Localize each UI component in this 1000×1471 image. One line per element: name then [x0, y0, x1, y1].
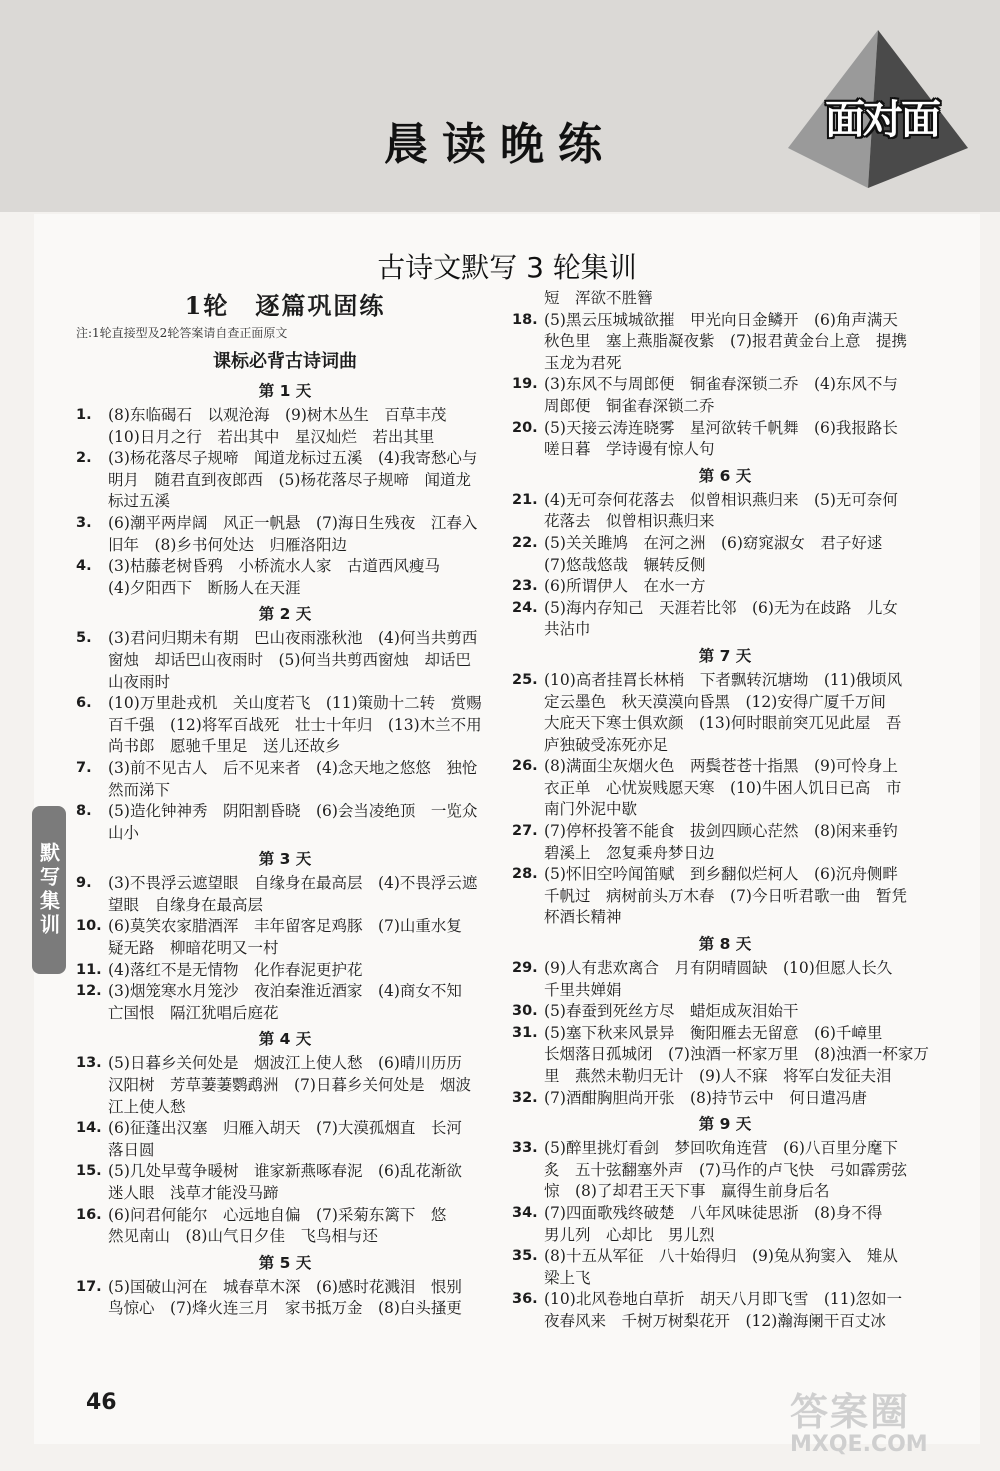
answer-line: 秋色里 塞上燕脂凝夜紫 (7)报君黄金台上意 提携 [544, 332, 907, 351]
answer-text [108, 405, 494, 448]
answer-line: (7)悠哉悠哉 辗转反侧 [544, 555, 706, 574]
answer-number: 26. [512, 758, 538, 775]
answer-text [544, 490, 938, 533]
answer-number: 10. [76, 918, 102, 935]
answer-line: 明月 随君直到夜郎西 (5)杨花落尽子规啼 闻道龙 [108, 470, 471, 489]
answer-line: 窗烛 却话巴山夜雨时 (5)何当共剪西窗烛 却话巴 [108, 650, 471, 669]
answer-line: 长烟落日孤城闭 (7)浊酒一杯家万里 (8)浊酒一杯家万 [544, 1045, 929, 1064]
answer-line: (10)高者挂罥长林梢 下者飘转沉塘坳 (11)俄顷风 [544, 670, 903, 689]
answer-item [76, 801, 494, 844]
answer-item [512, 576, 938, 598]
answer-line: (6)潮平两岸阔 风正一帆悬 (7)海日生残夜 江春入 [108, 513, 478, 532]
answer-line: 庐独破受冻死亦足 [544, 735, 669, 754]
answer-line: (3)君问归期未有期 巴山夜雨涨秋池 (4)何当共剪西 [108, 629, 478, 648]
answer-text [108, 513, 494, 556]
answer-text [544, 1138, 938, 1203]
answer-number: 2. [76, 450, 92, 467]
answer-item [76, 981, 494, 1024]
day-heading: 第 7 天 [698, 646, 752, 665]
answer-line: (4)落红不是无情物 化作春泥更护花 [108, 960, 363, 979]
answer-line: 落日圆 [108, 1140, 155, 1159]
answer-continuation: 短 浑欲不胜簪 [544, 289, 653, 307]
watermark-text: 答案圈 [790, 1390, 911, 1434]
answer-line: (8)满面尘灰烟火色 两鬓苍苍十指黑 (9)可怜身上 [544, 757, 898, 776]
answer-item [512, 756, 938, 821]
answer-line: 杯酒长精神 [544, 908, 622, 927]
answer-number: 4. [76, 558, 92, 575]
answer-text [544, 418, 938, 461]
answer-line: (5)怀旧空吟闻笛赋 到乡翻似烂柯人 (6)沉舟侧畔 [544, 865, 898, 884]
answer-text [544, 310, 938, 375]
answer-line: (5)海内存知己 天涯若比邻 (6)无为在歧路 儿女 [544, 598, 898, 617]
answer-line: (5)几处早莺争暖树 谁家新燕啄春泥 (6)乱花渐欲 [108, 1162, 462, 1181]
answer-line: 标过五溪 [108, 492, 171, 511]
answer-line: (4)夕阳西下 断肠人在天涯 [108, 578, 301, 597]
day-heading: 第 6 天 [698, 466, 752, 485]
answer-number: 14. [76, 1120, 102, 1137]
answer-line: (5)春蚕到死丝方尽 蜡炬成灰泪始干 [544, 1002, 799, 1021]
answer-number: 21. [512, 491, 538, 508]
answer-number: 29. [512, 960, 538, 977]
answer-line: (6)所谓伊人 在水一方 [544, 577, 706, 596]
answer-line: 然见南山 (8)山气日夕佳 飞鸟相与还 [108, 1227, 378, 1246]
answer-text [108, 1161, 494, 1204]
answer-line: (7)停杯投箸不能食 拔剑四顾心茫然 (8)闲来垂钓 [544, 822, 898, 841]
page-number: 46 [86, 1390, 117, 1415]
answer-line: 迷人眼 浅草才能没马蹄 [108, 1184, 279, 1202]
answer-line: (7)四面歌残终破楚 八年风味徒思浙 (8)身不得 [544, 1203, 883, 1222]
answer-item [76, 1118, 494, 1161]
answer-number: 27. [512, 823, 538, 840]
answer-number: 32. [512, 1089, 538, 1106]
round-title: 1轮 逐篇巩固练 [184, 291, 386, 320]
answer-line: (3)枯藤老树昏鸦 小桥流水人家 古道西风瘦马 [108, 557, 440, 576]
answer-item [512, 490, 938, 533]
answer-item [512, 670, 938, 756]
answer-line: (5)天接云涛连晓雾 星河欲转千帆舞 (6)我报路长 [544, 418, 898, 437]
answer-line: 炙 五十弦翻塞外声 (7)马作的卢飞快 弓如霹雳弦 [544, 1160, 907, 1179]
watermark-url: MXQE.COM [790, 1432, 928, 1457]
answer-text [108, 1118, 494, 1161]
answer-item [512, 821, 938, 864]
header-title: 晨读晚练 [384, 119, 616, 170]
answer-number: 20. [512, 419, 538, 436]
answer-item [76, 513, 494, 556]
answer-text [544, 821, 938, 864]
answer-number: 12. [76, 983, 102, 1000]
day-heading: 第 5 天 [258, 1253, 312, 1272]
day-heading: 第 3 天 [258, 850, 312, 869]
section-title: 课标必背古诗词曲 [213, 351, 357, 372]
answer-item [512, 1246, 938, 1289]
answer-line: (10)日月之行 若出其中 星汉灿烂 若出其里 [108, 427, 435, 446]
answer-line: (6)征蓬出汉塞 归雁入胡天 (7)大漠孤烟直 长河 [108, 1119, 462, 1138]
answer-text [108, 1205, 494, 1248]
answer-number: 3. [76, 514, 92, 531]
answer-item [512, 310, 938, 375]
answer-item [76, 1161, 494, 1204]
answer-number: 28. [512, 866, 538, 883]
answer-text [108, 758, 494, 801]
answer-line: 里 燕然未勒归无计 (9)人不寐 将军白发征夫泪 [544, 1067, 892, 1085]
day-heading: 第 4 天 [258, 1030, 312, 1049]
answer-item [76, 1205, 494, 1248]
answer-text [108, 693, 494, 758]
answer-text [544, 670, 938, 756]
answer-line: 疑无路 柳暗花明又一村 [108, 939, 279, 958]
answer-line: (6)问君何能尔 心远地自偏 (7)采菊东篱下 悠 [108, 1205, 447, 1224]
answer-number: 30. [512, 1003, 538, 1020]
answer-text [108, 801, 494, 844]
answer-line: 嗟日暮 学诗谩有惊人句 [544, 440, 715, 459]
answer-line: (9)人有悲欢离合 月有阴晴圆缺 (10)但愿人长久 [544, 959, 893, 978]
answer-line: 周郎便 铜雀春深锁二乔 [544, 396, 715, 415]
answer-number: 34. [512, 1204, 538, 1221]
answer-line: 百千强 (12)将军百战死 壮士十年归 (13)木兰不用 [108, 715, 482, 734]
answer-text [108, 916, 494, 959]
answer-line: (8)东临碣石 以观沧海 (9)树木丛生 百草丰茂 [108, 406, 447, 424]
answer-number: 22. [512, 534, 538, 551]
document-title: 古诗文默写 3 轮集训 [377, 251, 637, 284]
answer-text [544, 1088, 938, 1110]
answer-number: 17. [76, 1278, 102, 1295]
answer-line: (10)万里赴戎机 关山度若飞 (11)策勋十二转 赏赐 [108, 694, 482, 713]
answer-line: (6)莫笑农家腊酒浑 丰年留客足鸡豚 (7)山重水复 [108, 917, 462, 936]
answer-number: 13. [76, 1055, 102, 1072]
answer-text [108, 628, 494, 693]
answer-text [544, 1203, 938, 1246]
answer-item [512, 533, 938, 576]
answer-item [76, 556, 494, 599]
answer-number: 24. [512, 599, 538, 616]
answer-number: 7. [76, 759, 92, 776]
answer-item [76, 1053, 494, 1118]
answer-line: (3)杨花落尽子规啼 闻道龙标过五溪 (4)我寄愁心与 [108, 449, 478, 468]
answer-number: 18. [512, 311, 538, 328]
answer-line: (3)烟笼寒水月笼沙 夜泊秦淮近酒家 (4)商女不知 [108, 982, 462, 1001]
answer-text [544, 1289, 938, 1332]
answer-note: 注:1轮直接型及2轮答案请自查正面原文 [76, 326, 288, 340]
answer-item [512, 1023, 938, 1088]
answer-number: 11. [76, 961, 102, 978]
answer-item [512, 864, 938, 929]
answer-line: 山小 [108, 823, 140, 842]
day-heading: 第 9 天 [698, 1115, 752, 1134]
answer-item [76, 693, 494, 758]
answer-line: (5)国破山河在 城春草木深 (6)感时花溅泪 恨别 [108, 1277, 462, 1296]
answer-number: 33. [512, 1140, 538, 1157]
answer-number: 5. [76, 630, 92, 647]
side-tab-dictation: 默写集训 [32, 806, 66, 974]
answer-line: 千里共婵娟 [544, 980, 622, 999]
brand-logo: 面对面 [825, 97, 939, 143]
right-column [512, 288, 938, 1333]
answer-text [544, 1246, 938, 1289]
answer-line: (5)日暮乡关何处是 烟波江上使人愁 (6)晴川历历 [108, 1054, 462, 1073]
answer-line: (3)前不见古人 后不见来者 (4)念天地之悠悠 独怆 [108, 758, 478, 777]
answer-line: 大庇天下寒士俱欢颜 (13)何时眼前突兀见此屋 吾 [544, 714, 902, 733]
answer-text [108, 556, 494, 599]
watermark [790, 1392, 990, 1462]
answer-line: 汉阳树 芳草萋萋鹦鹉洲 (7)日暮乡关何处是 烟波 [108, 1076, 471, 1095]
answer-number: 16. [76, 1206, 102, 1223]
answer-item [512, 1088, 938, 1110]
answer-text [108, 981, 494, 1024]
answer-line: 惊 (8)了却君王天下事 赢得生前身后名 [544, 1182, 830, 1201]
right-answer-list [512, 288, 938, 1333]
answer-line: (5)醉里挑灯看剑 梦回吹角连营 (6)八百里分麾下 [544, 1139, 898, 1158]
answer-line: 亡国恨 隔江犹唱后庭花 [108, 1003, 279, 1022]
answer-line: 玉龙为君死 [544, 353, 622, 372]
answer-number: 15. [76, 1163, 102, 1180]
answer-text [544, 756, 938, 821]
answer-item [512, 418, 938, 461]
answer-text [544, 576, 938, 598]
answer-line: (5)塞下秋来风景异 衡阳雁去无留意 (6)千嶂里 [544, 1023, 883, 1042]
answer-text [544, 533, 938, 576]
answer-line: 南门外泥中歇 [544, 800, 638, 819]
answer-number: 35. [512, 1248, 538, 1265]
left-answer-list [76, 379, 494, 1320]
day-heading: 第 2 天 [258, 605, 312, 624]
answer-line: (7)酒酣胸胆尚开张 (8)持节云中 何日遣冯唐 [544, 1088, 867, 1107]
answer-text [544, 1023, 938, 1088]
answer-line: 鸟惊心 (7)烽火连三月 家书抵万金 (8)白头搔更 [108, 1299, 462, 1318]
answer-item [76, 960, 494, 982]
answer-line: 尚书郎 愿驰千里足 送儿还故乡 [108, 737, 341, 756]
day-heading: 第 8 天 [698, 935, 752, 954]
answer-item [76, 758, 494, 801]
answer-text [108, 1053, 494, 1118]
answer-item [512, 958, 938, 1001]
answer-item [512, 598, 938, 641]
answer-line: (5)关关雎鸠 在河之洲 (6)窈窕淑女 君子好逑 [544, 533, 883, 552]
answer-number: 23. [512, 578, 538, 595]
answer-item [76, 405, 494, 448]
answer-item [76, 916, 494, 959]
answer-line: 共沾巾 [544, 620, 591, 639]
answer-line: (5)造化钟神秀 阴阳割昏晓 (6)会当凌绝顶 一览众 [108, 802, 478, 821]
answer-number: 25. [512, 671, 538, 688]
answer-item [512, 374, 938, 417]
answer-line: 江上使人愁 [108, 1097, 186, 1116]
answer-text [544, 374, 938, 417]
answer-number: 9. [76, 875, 92, 892]
answer-text [108, 873, 494, 916]
answer-item [512, 1203, 938, 1246]
answer-item [512, 1001, 938, 1023]
answer-line: (3)不畏浮云遮望眼 自缘身在最高层 (4)不畏浮云遮 [108, 874, 478, 893]
answer-text [544, 958, 938, 1001]
answer-number: 36. [512, 1291, 538, 1308]
answer-item [76, 448, 494, 513]
answer-text [544, 864, 938, 929]
answer-line: 花落去 似曾相识燕归来 [544, 512, 715, 531]
answer-item [76, 628, 494, 693]
answer-line: (5)黑云压城城欲摧 甲光向日金鳞开 (6)角声满天 [544, 310, 898, 329]
answer-text [108, 448, 494, 513]
day-heading: 第 1 天 [258, 382, 312, 400]
answer-number: 6. [76, 695, 92, 712]
answer-line: 梁上飞 [544, 1268, 591, 1287]
answer-line: (3)东风不与周郎便 铜雀春深锁二乔 (4)东风不与 [544, 375, 898, 394]
answer-text [108, 1277, 494, 1320]
answer-line: 夜春风来 千树万树梨花开 (12)瀚海阑干百丈冰 [544, 1311, 886, 1330]
answer-line: 男儿列 心却比 男儿烈 [544, 1225, 715, 1244]
answer-line: (4)无可奈何花落去 似曾相识燕归来 (5)无可奈何 [544, 490, 898, 509]
left-column [76, 288, 494, 1320]
answer-line: (8)十五从军征 八十始得归 (9)兔从狗窦入 雉从 [544, 1247, 898, 1266]
answer-item [512, 1289, 938, 1332]
answer-number: 1. [76, 407, 92, 423]
answer-line: (10)北风卷地白草折 胡天八月即飞雪 (11)忽如一 [544, 1290, 903, 1309]
answer-line: 碧溪上 忽复乘舟梦日边 [544, 843, 715, 862]
answer-item [512, 1138, 938, 1203]
answer-text [108, 960, 494, 982]
answer-text [544, 1001, 938, 1023]
answer-line: 然而涕下 [108, 780, 171, 799]
answer-number: 8. [76, 803, 92, 820]
answer-item [76, 1277, 494, 1320]
answer-line: 定云墨色 秋天漠漠向昏黑 (12)安得广厦千万间 [544, 692, 886, 711]
answer-line: 千帆过 病树前头万木春 (7)今日听君歌一曲 暂凭 [544, 886, 907, 905]
answer-line: 旧年 (8)乡书何处达 归雁洛阳边 [108, 535, 347, 554]
answer-number: 31. [512, 1024, 538, 1041]
answer-line: 衣正单 心忧炭贱愿天寒 (10)牛困人饥日已高 市 [544, 778, 902, 797]
answer-number: 19. [512, 376, 538, 393]
answer-text [544, 598, 938, 641]
answer-item [76, 873, 494, 916]
answer-line: 山夜雨时 [108, 672, 171, 691]
answer-line: 望眼 自缘身在最高层 [108, 895, 264, 914]
